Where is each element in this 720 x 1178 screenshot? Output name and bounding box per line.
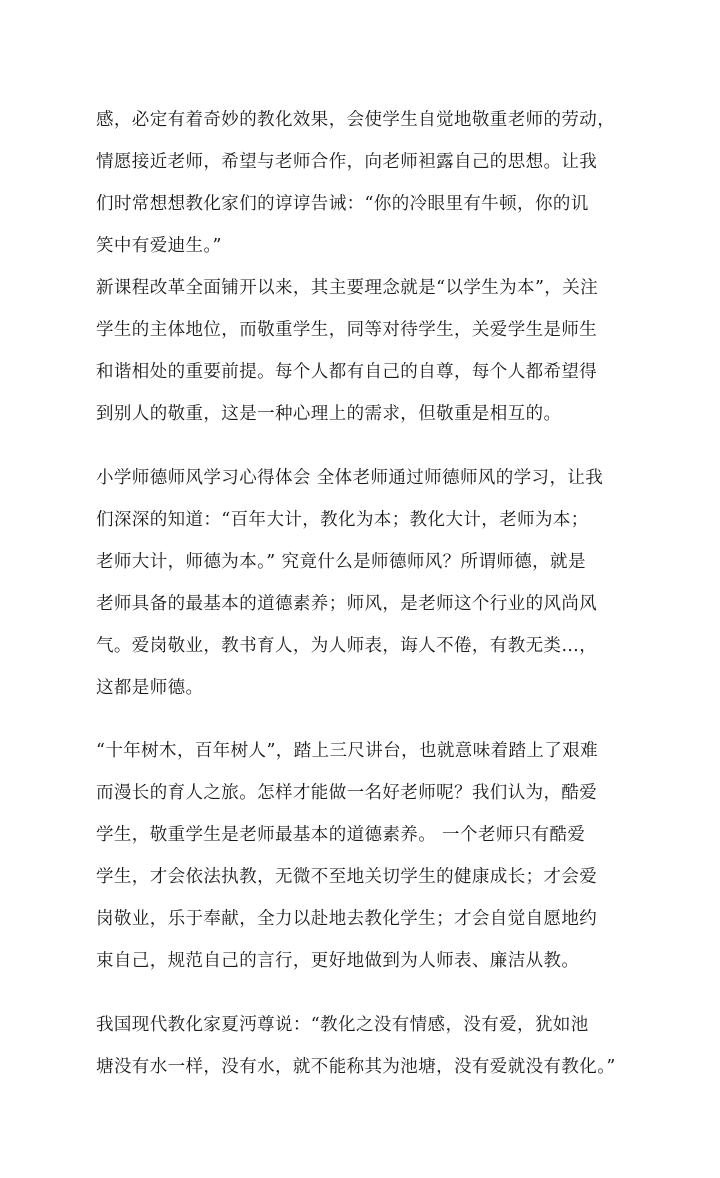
text-line: 而漫长的育人之旅。怎样才能做一名好老师呢？我们认为，酷爱 [96, 783, 598, 803]
text-line: 我国现代教化家夏沔尊说：“教化之没有情感，没有爱，犹如池 [96, 1015, 589, 1035]
text-line: 和谐相处的重要前提。每个人都有自己的自尊，每个人都希望得 [96, 362, 598, 382]
text-line: 们时常想想教化家们的谆谆告诫：“你的冷眼里有牛顿，你的讥 [96, 194, 589, 214]
text-line: 新课程改革全面铺开以来，其主要理念就是“以学生为本”，关注 [96, 278, 598, 298]
text-line: 笑中有爱迪生。” [96, 236, 222, 256]
text-line: 老师具备的最基本的道德素养；师风，是老师这个行业的风尚风 [96, 594, 598, 614]
text-line: 到别人的敬重，这是一种心理上的需求，但敬重是相互的。 [96, 404, 562, 424]
text-line: 学生的主体地位，而敬重学生，同等对待学生，关爱学生是师生 [96, 320, 598, 340]
text-line: 塘没有水一样，没有水，就不能称其为池塘，没有爱就没有教化。” [96, 1057, 616, 1077]
text-line: 感，必定有着奇妙的教化效果，会使学生自觉地敬重老师的劳动， [96, 110, 616, 130]
text-line: 小学师德师风学习心得体会 全体老师通过师德师风的学习，让我 [96, 468, 604, 488]
text-line: 老师大计，师德为本。” 究竟什么是师德师风？所谓师德，就是 [96, 552, 586, 572]
text-line: 岗敬业，乐于奉献，全力以赴地去教化学生；才会自觉自愿地约 [96, 909, 598, 929]
text-line: 气。爱岗敬业，教书育人，为人师表，诲人不倦，有教无类…， [96, 636, 598, 656]
text-line: 们深深的知道：“百年大计，教化为本；教化大计，老师为本； [96, 510, 589, 530]
text-line: 情愿接近老师，希望与老师合作，向老师袒露自己的思想。让我 [96, 152, 598, 172]
text-line: 束自己，规范自己的言行，更好地做到为人师表、廉洁从教。 [96, 951, 580, 971]
text-line: 这都是师德。 [96, 678, 204, 698]
text-line: “十年树木，百年树人”，踏上三尺讲台，也就意味着踏上了艰难 [96, 741, 598, 761]
text-line: 学生，敬重学生是老师最基本的道德素养。 一个老师只有酷爱 [96, 825, 586, 845]
text-line: 学生，才会依法执教，无微不至地关切学生的健康成长；才会爱 [96, 867, 598, 887]
